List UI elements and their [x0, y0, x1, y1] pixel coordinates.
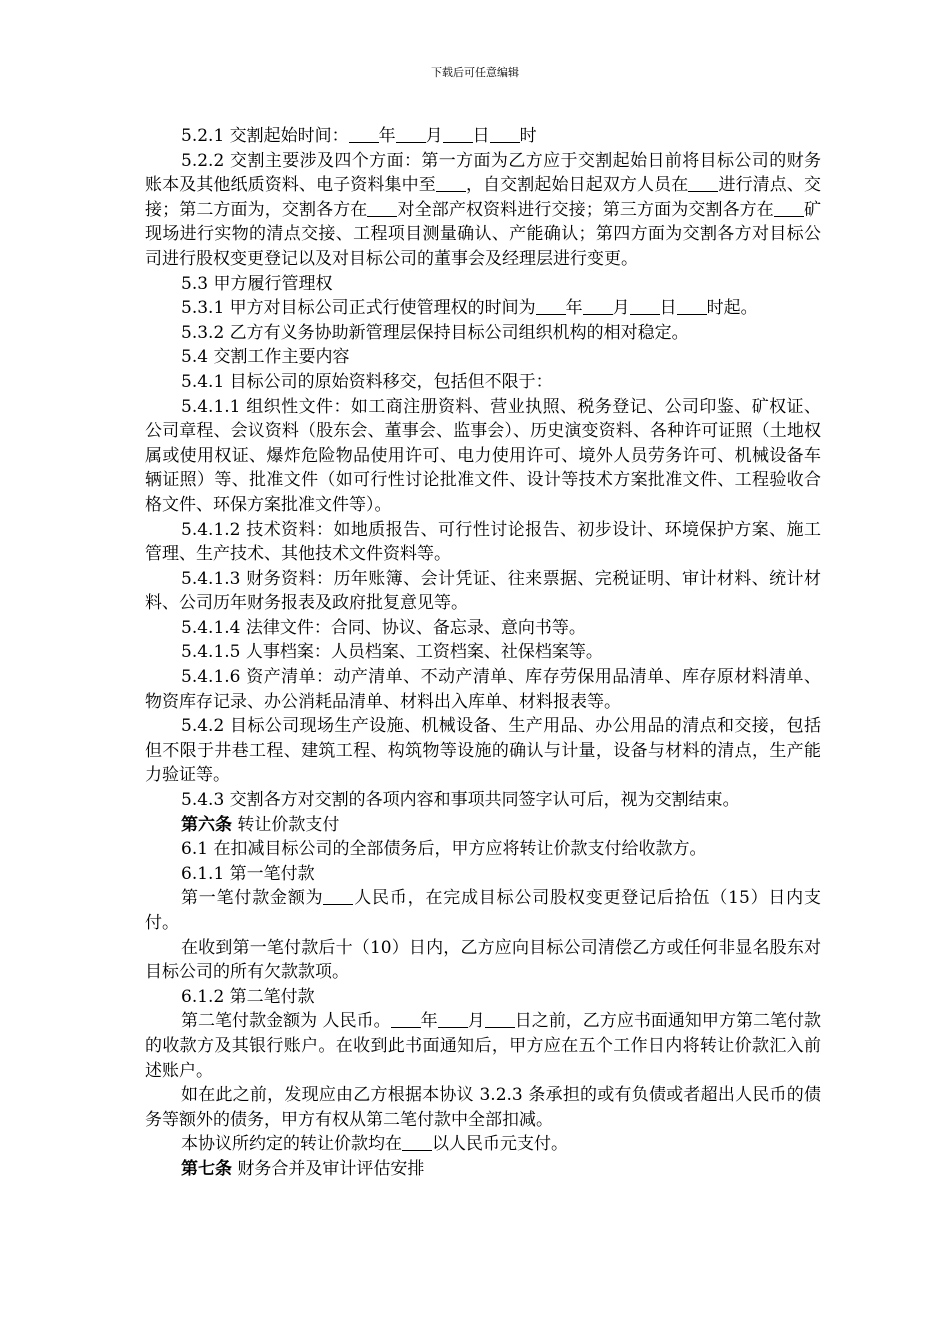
blank-fill-line — [630, 297, 660, 315]
blank-fill-line — [367, 199, 397, 217]
blank-fill-line — [402, 1133, 432, 1151]
text-run: 财务合并及审计评估安排 — [232, 1158, 425, 1179]
text-run: 年 — [565, 298, 583, 319]
paragraph-p20 — [145, 936, 821, 985]
paragraph-p10 — [145, 567, 821, 616]
text-run: 如在此之前，发现应由乙方根据本协议 3.2.3 条承担的或有负债或者超出人民币的债务等额外的债务，甲方有权从第二笔付款中全部扣减。 — [145, 1085, 821, 1130]
paragraph-p13 — [145, 665, 821, 714]
text-run: 5.3.2 乙方有义务协助新管理层保持目标公司组织机构的相对稳定。 — [181, 322, 689, 343]
paragraph-p09 — [145, 518, 821, 567]
text-run: 5.4.1.6 资产清单：动产清单、不动产清单、库存劳保用品清单、库存原材料清单、物资库存记录、办公消耗品清单、材料出入库单、材料报表等。 — [145, 667, 821, 712]
paragraph-p18 — [145, 862, 821, 887]
text-run: 进行清点、交接；第二方面为，交割各方在 — [145, 175, 822, 220]
paragraph-p24 — [145, 1132, 821, 1157]
blank-fill-line — [485, 1010, 515, 1028]
text-run: 年 — [420, 1011, 438, 1032]
text-run: 月 — [612, 298, 630, 319]
blank-fill-line — [774, 199, 804, 217]
text-run: 5.2.1 交割起始时间： — [181, 126, 349, 146]
paragraph-p01 — [145, 124, 821, 149]
text-run: 5.4 交割工作主要内容 — [181, 347, 350, 368]
paragraph-p12 — [145, 640, 821, 665]
document-body — [145, 124, 821, 1182]
text-run: 年 — [378, 126, 396, 146]
page-header: 下载后可任意编辑 — [431, 66, 519, 79]
text-run: 日 — [659, 298, 677, 319]
paragraph-p06 — [145, 345, 821, 370]
article-heading: 第七条 — [181, 1158, 232, 1179]
text-run: 时 — [519, 126, 537, 146]
text-run: 6.1.1 第一笔付款 — [181, 863, 315, 884]
paragraph-p23 — [145, 1083, 821, 1132]
blank-fill-line — [583, 297, 613, 315]
paragraph-p14 — [145, 714, 821, 788]
blank-fill-line — [688, 174, 718, 192]
text-run: 5.3 甲方履行管理权 — [181, 273, 333, 294]
paragraph-p02 — [145, 149, 821, 272]
blank-fill-line — [677, 297, 707, 315]
text-run: 第二笔付款金额为 人民币。 — [181, 1011, 391, 1032]
text-run: 5.2.2 交割主要涉及四个方面：第一方面为乙方应于交割起始日前将目标公司的财务账本及其他纸质资料、电子资料集中至 — [145, 150, 821, 196]
article-heading: 第六条 — [181, 814, 232, 835]
text-run: 日之前，乙方应书面通知甲方第二笔付款的收款方及其银行账户。在收到此书面通知后，甲方应在五个工作日内将转让价款汇入前述账户。 — [145, 1011, 822, 1081]
blank-fill-line — [438, 1010, 468, 1028]
text-run: 矿现场进行实物的清点交接、工程项目测量确认、产能确认；第四方面为交割各方对目标公司进行股权变更登记以及对目标公司的董事会及经理层进行变更。 — [145, 199, 822, 269]
blank-fill-line — [436, 174, 466, 192]
paragraph-p04 — [145, 296, 821, 321]
text-run: 5.4.1.2 技术资料：如地质报告、可行性讨论报告、初步设计、环境保护方案、施工管理、生产技术、其他技术文件资料等。 — [145, 519, 821, 565]
text-run: 5.3.1 甲方对目标公司正式行使管理权的时间为 — [181, 298, 536, 319]
text-run: 5.4.1.5 人事档案：人员档案、工资档案、社保档案等。 — [181, 642, 603, 663]
blank-fill-line — [443, 125, 473, 143]
paragraph-p21 — [145, 985, 821, 1010]
text-run: 6.1 在扣减目标公司的全部债务后，甲方应将转让价款支付给收款方。 — [181, 839, 707, 860]
text-run: 人民币，在完成目标公司股权变更登记后拾伍（15）日内支付。 — [145, 888, 821, 933]
text-run: 以人民币元支付。 — [432, 1134, 568, 1155]
blank-fill-line — [391, 1010, 421, 1028]
paragraph-p19 — [145, 886, 821, 935]
text-run: 第一笔付款金额为 — [181, 888, 324, 909]
blank-fill-line — [536, 297, 566, 315]
paragraph-p25 — [145, 1157, 821, 1182]
blank-fill-line — [323, 887, 353, 905]
text-run: 时起。 — [706, 298, 758, 319]
text-run: 6.1.2 第二笔付款 — [181, 986, 315, 1007]
text-run: 月 — [467, 1011, 485, 1032]
paragraph-p08 — [145, 395, 821, 518]
text-run: 月 — [425, 126, 443, 146]
text-run: 5.4.1.1 组织性文件：如工商注册资料、营业执照、税务登记、公司印鉴、矿权证、公司章程、会议资料（股东会、董事会、监事会）、历史演变资料、各种许可证照（土地权属或使用权证、爆炸危险物品使用许可、电力使用许可、境外人员劳务许可、机械设备车辆证照）等、批准文件（如可行性讨论批准文件、设计等技术方案批准文件、工程验收合格文件、环保方案批准文件等）。 — [145, 396, 821, 515]
text-run: 转让价款支付 — [232, 814, 340, 835]
text-run: 日 — [472, 126, 490, 146]
text-run: ，自交割起始日起双方人员在 — [465, 175, 689, 196]
text-run: 在收到第一笔付款后十（10）日内，乙方应向目标公司清偿乙方或任何非显名股东对目标公司的所有欠款款项。 — [145, 937, 821, 983]
paragraph-p07 — [145, 370, 821, 395]
text-run: 5.4.1.4 法律文件：合同、协议、备忘录、意向书等。 — [181, 617, 586, 638]
text-run: 5.4.1.3 财务资料：历年账簿、会计凭证、往来票据、完税证明、审计材料、统计材料、公司历年财务报表及政府批复意见等。 — [145, 568, 821, 614]
paragraph-p03 — [145, 272, 821, 297]
paragraph-p15 — [145, 788, 821, 813]
blank-fill-line — [490, 125, 520, 143]
text-run: 5.4.2 目标公司现场生产设施、机械设备、生产用品、办公用品的清点和交接，包括但不限于井巷工程、建筑工程、构筑物等设施的确认与计量，设备与材料的清点，生产能力验证等。 — [145, 716, 821, 786]
text-run: 对全部产权资料进行交接；第三方面为交割各方在 — [397, 199, 774, 220]
blank-fill-line — [396, 125, 426, 143]
paragraph-p11 — [145, 616, 821, 641]
paragraph-p22 — [145, 1009, 821, 1083]
paragraph-p16 — [145, 813, 821, 838]
text-run: 本协议所约定的转让价款均在 — [181, 1134, 402, 1155]
paragraph-p17 — [145, 837, 821, 862]
paragraph-p05 — [145, 321, 821, 346]
blank-fill-line — [349, 125, 379, 143]
text-run: 5.4.3 交割各方对交割的各项内容和事项共同签字认可后，视为交割结束。 — [181, 790, 740, 811]
text-run: 5.4.1 目标公司的原始资料移交，包括但不限于： — [181, 371, 553, 392]
